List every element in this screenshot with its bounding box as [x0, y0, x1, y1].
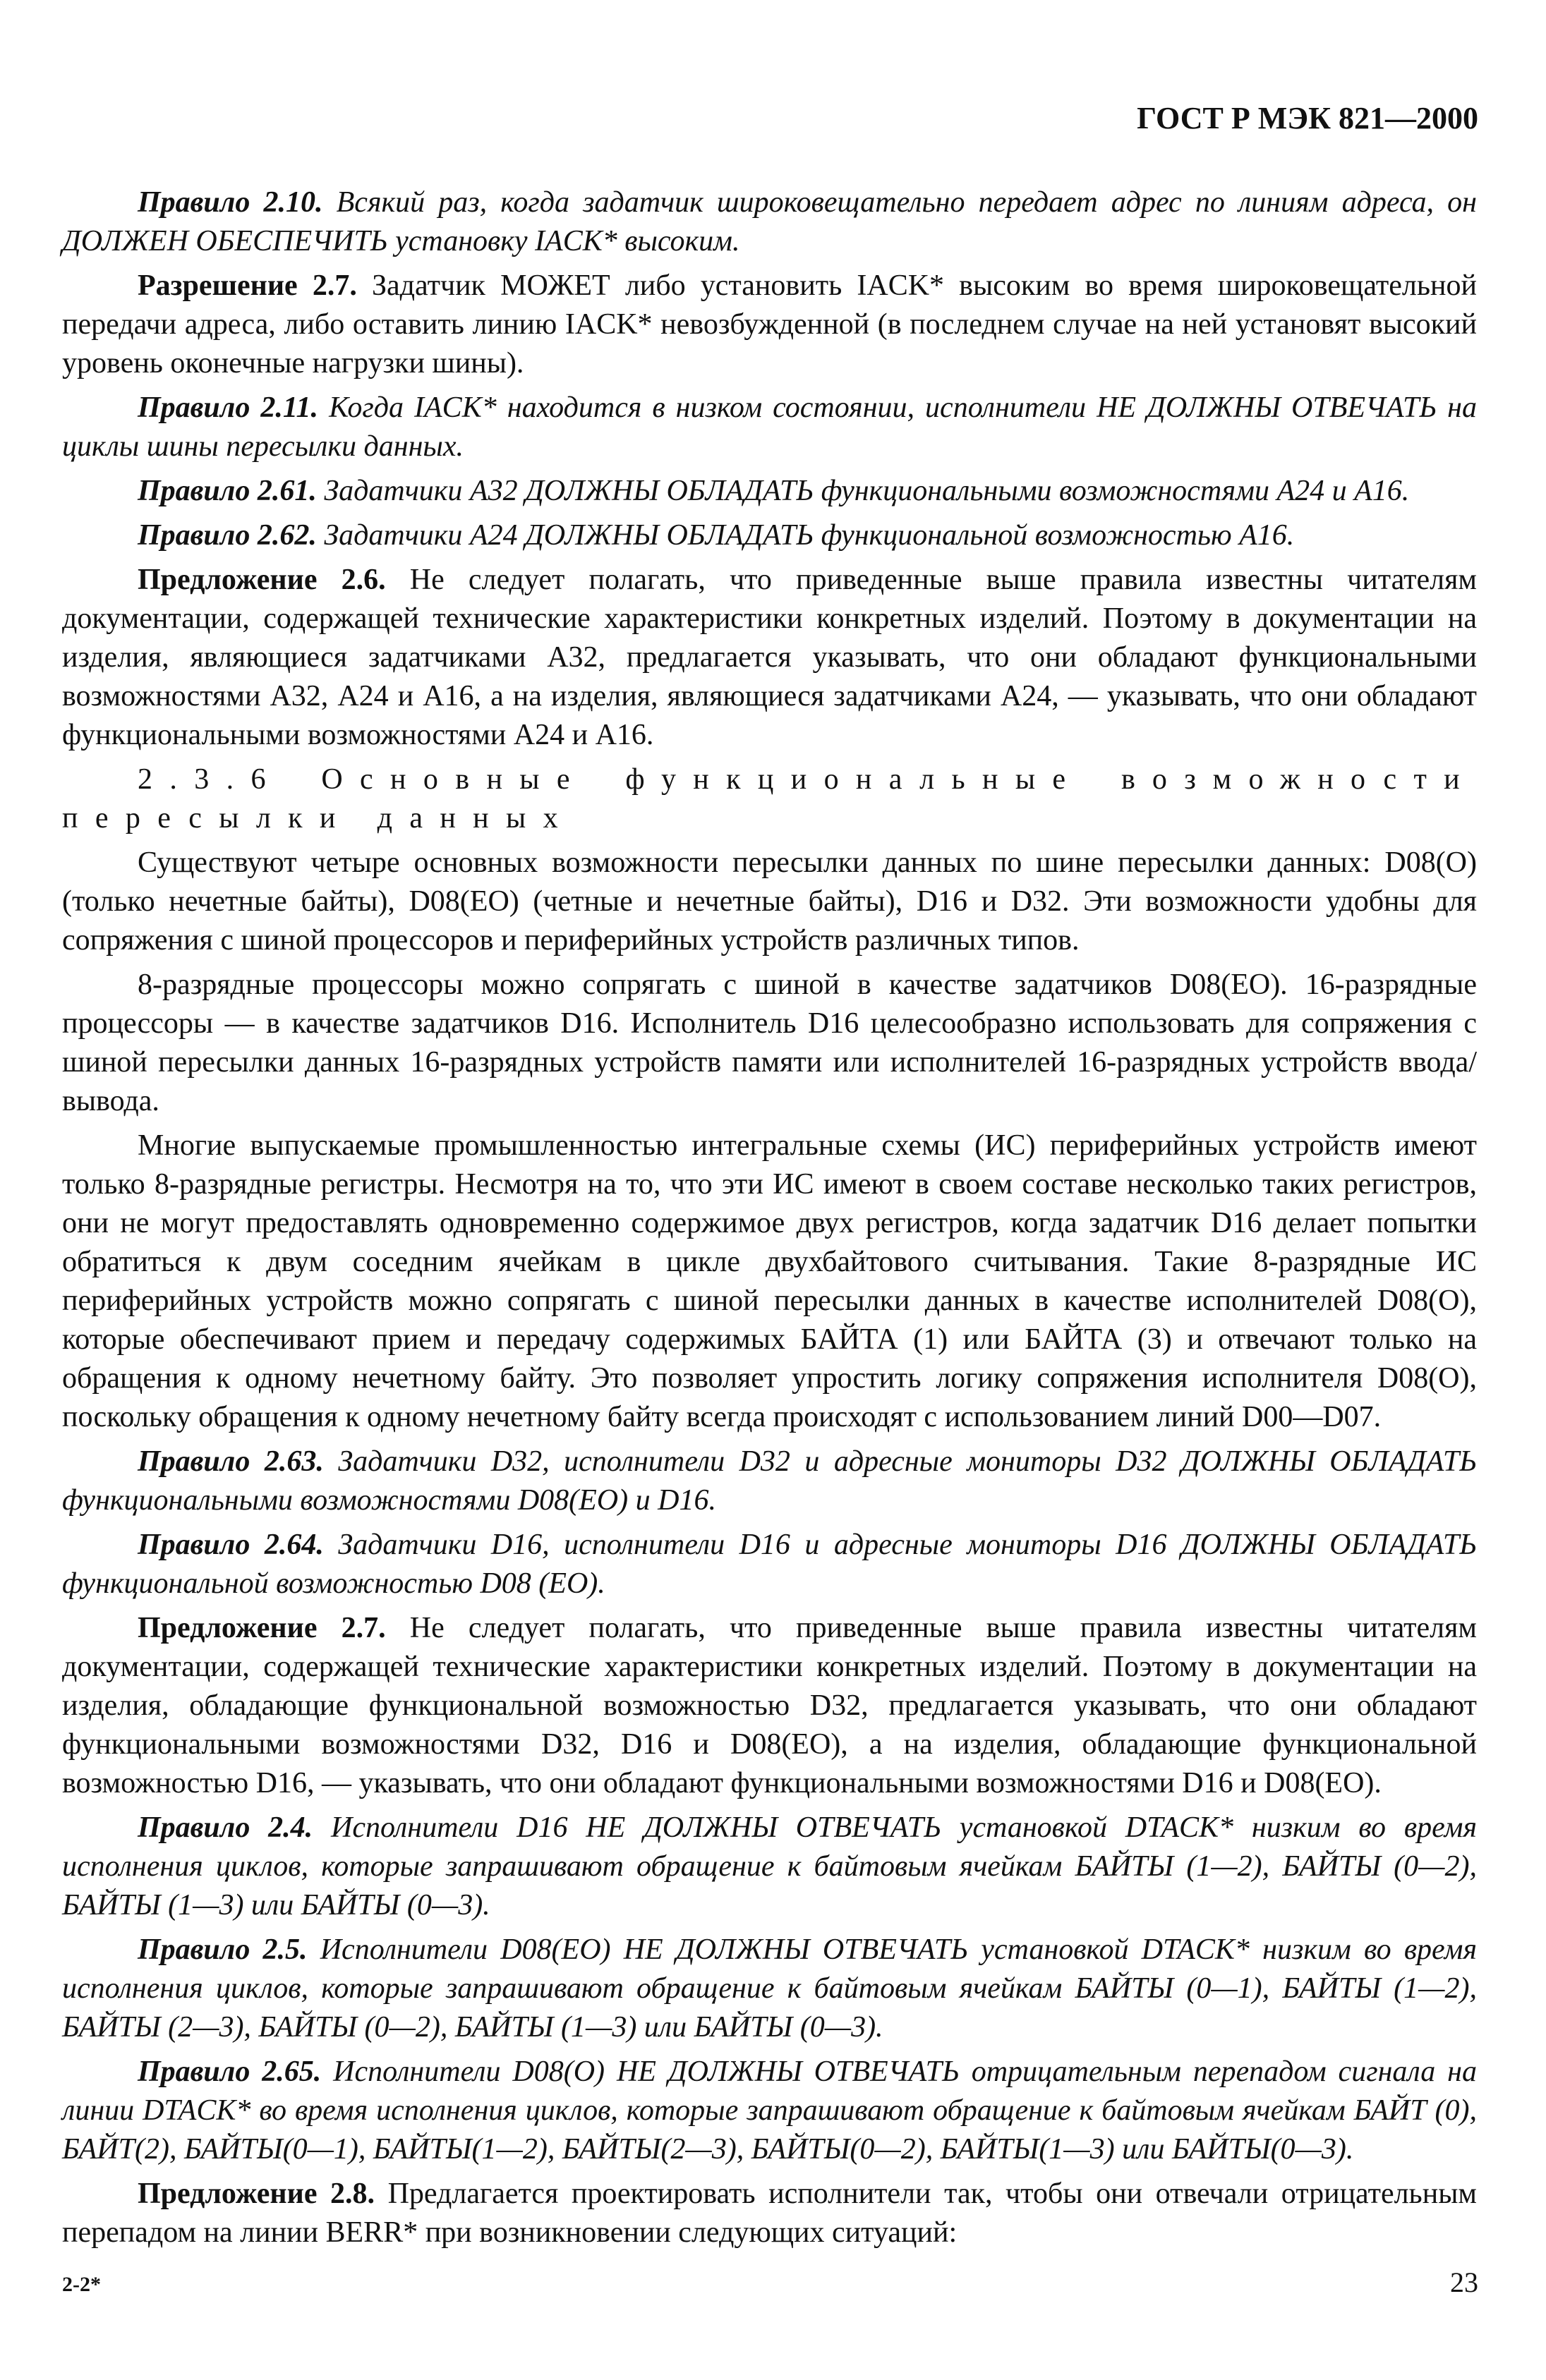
paragraph-label: Правило 2.63.: [138, 1445, 324, 1478]
paragraph-text: Задатчики D32, исполнители D32 и адресные мониторы D32 ДОЛЖНЫ ОБЛАДАТЬ функциональными возможностями D08(EO) и D16.: [62, 1445, 1477, 1517]
rule-2-64: [62, 1526, 1477, 1603]
body-paragraph: [62, 966, 1477, 1121]
body-paragraph: [62, 1127, 1477, 1437]
paragraph-text: Исполнители D08(EO) НЕ ДОЛЖНЫ ОТВЕЧАТЬ установкой DTACK* низким во время исполнения циклов, которые запрашивают обращение к байтовым ячейкам БАЙТЫ (0—1), БАЙТЫ (1—2), БАЙТЫ (2—3), БАЙТЫ (0—2), БАЙТЫ (1—3) или БАЙТЫ (0—3).: [62, 1933, 1477, 2044]
rule-2-65: [62, 2053, 1477, 2169]
paragraph-text: Когда IACK* находится в низком состоянии, исполнители НЕ ДОЛЖНЫ ОТВЕЧАТЬ на циклы шины пересылки данных.: [62, 391, 1477, 463]
paragraph-label: Правило 2.61.: [138, 475, 317, 507]
paragraph-label: Правило 2.4.: [138, 1811, 313, 1844]
rule-2-11: [62, 389, 1477, 466]
suggestion-2-8: [62, 2175, 1477, 2252]
paragraph-text: Исполнители D08(O) НЕ ДОЛЖНЫ ОТВЕЧАТЬ отрицательным перепадом сигнала на линии DTACK* во время исполнения циклов, которые запрашивают обращение к байтовым ячейкам БАЙТ (0), БАЙТ(2), БАЙТЫ(0—1), БАЙТЫ(1—2), БАЙТЫ(2—3), БАЙТЫ(0—2), БАЙТЫ(1—3) или БАЙТЫ(0—3).: [62, 2056, 1477, 2166]
paragraph-text: Задатчики D16, исполнители D16 и адресные мониторы D16 ДОЛЖНЫ ОБЛАДАТЬ функциональной возможностью D08 (EO).: [62, 1529, 1477, 1600]
footer-sheet-mark: 2-2*: [62, 2273, 101, 2296]
permission-2-7: [62, 267, 1477, 383]
rule-2-4: [62, 1809, 1477, 1925]
paragraph-label: Предложение 2.7.: [138, 1612, 386, 1644]
rule-2-63: [62, 1443, 1477, 1520]
paragraph-text: Исполнители D16 НЕ ДОЛЖНЫ ОТВЕЧАТЬ установкой DTACK* низким во время исполнения циклов, которые запрашивают обращение к байтовым ячейкам БАЙТЫ (1—2), БАЙТЫ (0—2), БАЙТЫ (1—3) или БАЙТЫ (0—3).: [62, 1811, 1477, 1921]
paragraph-label: Правило 2.64.: [138, 1529, 324, 1561]
paragraph-text: Всякий раз, когда задатчик широковещательно передает адрес по линиям адреса, он ДОЛЖЕН ОБЕСПЕЧИТЬ установку IACK* высоким.: [62, 186, 1477, 257]
paragraph-label: Предложение 2.6.: [138, 564, 386, 596]
paragraph-text: Задатчики А32 ДОЛЖНЫ ОБЛАДАТЬ функциональными возможностями А24 и А16.: [316, 475, 1410, 507]
paragraph-text: Существуют четыре основных возможности пересылки данных по шине пересылки данных: D08(O) (только нечетные байты), D08(EO) (четные и нечетные байты), D16 и D32. Эти возможности удобны для сопряжения с шиной процессоров и периферийных устройств различных типов.: [62, 846, 1477, 957]
suggestion-2-6: [62, 561, 1477, 755]
paragraph-text: Задатчики А24 ДОЛЖНЫ ОБЛАДАТЬ функциональной возможностью А16.: [316, 519, 1295, 552]
paragraph-text: Многие выпускаемые промышленностью интегральные схемы (ИС) периферийных устройств имеют только 8-разрядные регистры. Несмотря на то, что эти ИС имеют в своем составе несколько таких регистров, они не могут предоставлять одновременно содержимое двух регистров, когда задатчик D16 делает попытки обратиться к двум соседним ячейкам в цикле двухбайтового считывания. Такие 8-разрядные ИС периферийных устройств можно сопрягать с шиной пересылки данных в качестве исполнителей D08(O), которые обеспечивают прием и передачу содержимых БАЙТА (1) или БАЙТА (3) и отвечают только на обращения к одному нечетному байту. Это позволяет упростить логику сопряжения исполнителя D08(O), поскольку обращения к одному нечетному байту всегда происходят с использованием линий D00—D07.: [62, 1129, 1477, 1433]
page-number: 23: [1450, 2266, 1478, 2298]
section-heading-text: 2.3.6 Основные функциональные возможности пересылки данных: [62, 763, 1477, 834]
paragraph-label: Правило 2.5.: [138, 1933, 308, 1966]
rule-2-10: [62, 183, 1477, 261]
paragraph-label: Правило 2.62.: [138, 519, 317, 552]
body-paragraph: [62, 844, 1477, 960]
paragraph-text: Задатчик МОЖЕТ либо установить IACK* высоким во время широковещательной передачи адреса, либо оставить линию IACK* невозбужденной (в последнем случае на ней установят высокий уровень оконечные нагрузки шины).: [62, 269, 1477, 380]
paragraph-text: Не следует полагать, что приведенные выше правила известны читателям документации, содержащей технические характеристики конкретных изделий. Поэтому в документации на изделия, являющиеся задатчиками А32, предлагается указывать, что они обладают функциональными возможностями А32, А24 и А16, а на изделия, являющиеся задатчиками А24, — указывать, что они обладают функциональными возможностями А24 и А16.: [62, 564, 1477, 751]
section-heading-2-3-6: [62, 760, 1477, 838]
paragraph-label: Предложение 2.8.: [138, 2178, 375, 2210]
paragraph-label: Правило 2.11.: [138, 391, 319, 424]
paragraph-text: Предлагается проектировать исполнители так, чтобы они отвечали отрицательным перепадом на линии BERR* при возникновении следующих ситуаций:: [62, 2178, 1477, 2249]
paragraph-label: Разрешение 2.7.: [138, 269, 357, 302]
rule-2-62: [62, 516, 1477, 555]
paragraph-text: Не следует полагать, что приведенные выше правила известны читателям документации, содержащей технические характеристики конкретных изделий. Поэтому в документации на изделия, обладающие функциональной возможностью D32, предлагается указывать, что они обладают функциональными возможностями D32, D16 и D08(EO), а на изделия, обладающие функциональной возможностью D16, — указывать, что они обладают функциональными возможностями D16 и D08(EO).: [62, 1612, 1477, 1799]
suggestion-2-7: [62, 1609, 1477, 1803]
paragraph-label: Правило 2.65.: [138, 2056, 322, 2088]
paragraph-text: 8-разрядные процессоры можно сопрягать с шиной в качестве задатчиков D08(EO). 16-разрядные процессоры — в качестве задатчиков D16. Исполнитель D16 целесообразно использовать для сопряжения с шиной пересылки данных 16-разрядных устройств памяти или исполнителей 16-разрядных устройств ввода/вывода.: [62, 969, 1477, 1117]
rule-2-5: [62, 1931, 1477, 2047]
paragraph-label: Правило 2.10.: [138, 186, 323, 219]
document-body: [62, 183, 1477, 2258]
document-header: ГОСТ Р МЭК 821—2000: [1137, 101, 1478, 135]
rule-2-61: [62, 472, 1477, 511]
